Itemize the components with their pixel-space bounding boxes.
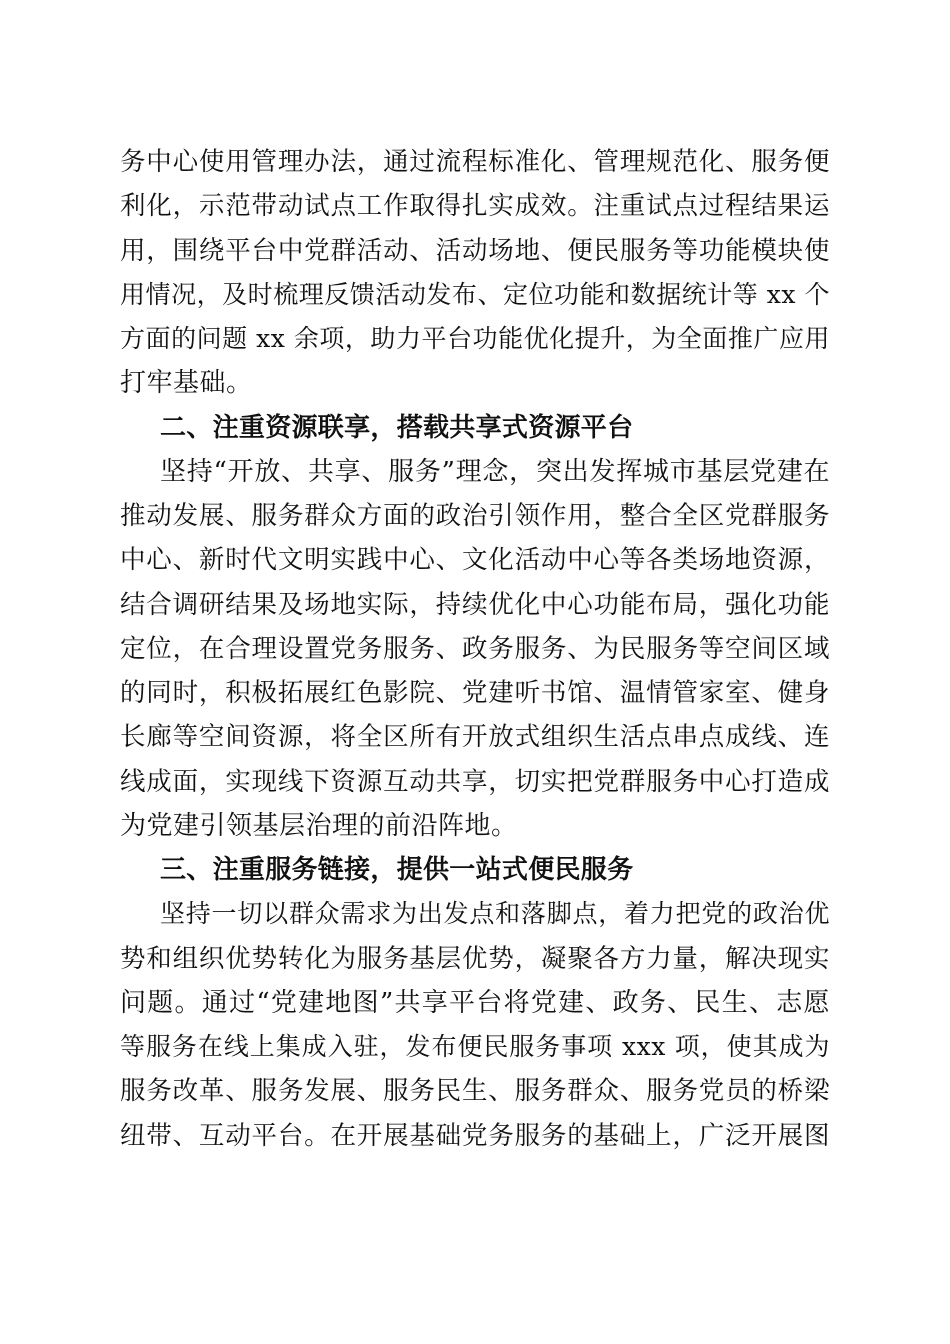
text-line: 推动发展、服务群众方面的政治引领作用，整合全区党群服务 (120, 501, 830, 531)
section-heading-3: 三、注重服务链接，提供一站式便民服务 (160, 855, 634, 885)
text-line: 用，围绕平台中党群活动、活动场地、便民服务等功能模块使 (120, 235, 830, 266)
text-line: 坚持一切以群众需求为出发点和落脚点，着力把党的政治优 (160, 899, 830, 929)
text-line: 服务改革、服务发展、服务民生、服务群众、服务党员的桥梁 (120, 1076, 830, 1107)
text-line: 纽带、互动平台。在开展基础党务服务的基础上，广泛开展图 (120, 1120, 830, 1151)
section-heading-2: 二、注重资源联享，搭载共享式资源平台 (160, 412, 634, 443)
text-line: 结合调研结果及场地实际，持续优化中心功能布局，强化功能 (120, 589, 830, 620)
text-line: 问题。通过“党建地图”共享平台将党建、政务、民生、志愿 (120, 987, 830, 1018)
text-line: 线成面，实现线下资源互动共享，切实把党群服务中心打造成 (120, 766, 830, 797)
document-body (120, 140, 830, 1158)
text-line: 的同时，积极拓展红色影院、党建听书馆、温情管家室、健身 (120, 678, 830, 708)
text-line: 定位，在合理设置党务服务、政务服务、为民服务等空间区域 (120, 633, 830, 664)
text-line: 坚持“开放、共享、服务”理念，突出发挥城市基层党建在 (160, 456, 830, 487)
text-line: 利化，示范带动试点工作取得扎实成效。注重试点过程结果运 (120, 191, 830, 222)
text-line: 务中心使用管理办法，通过流程标准化、管理规范化、服务便 (120, 147, 830, 177)
text-line: 方面的问题 xx 余项，助力平台功能优化提升，为全面推广应用 (120, 324, 830, 353)
text-line: 为党建引领基层治理的前沿阵地。 (120, 810, 518, 841)
text-line: 势和组织优势转化为服务基层优势，凝聚各方力量，解决现实 (120, 943, 830, 974)
text-line: 用情况，及时梳理反馈活动发布、定位功能和数据统计等 xx 个 (120, 279, 830, 309)
text-line: 中心、新时代文明实践中心、文化活动中心等各类场地资源， (120, 545, 830, 576)
paragraph-1 (120, 140, 830, 406)
paragraph-3 (120, 892, 830, 1158)
text-line: 长廊等空间资源，将全区所有开放式组织生活点串点成线、连 (120, 722, 830, 753)
text-line: 打牢基础。 (120, 368, 253, 399)
text-line: 等服务在线上集成入驻，发布便民服务事项 xxx 项，使其成为 (120, 1032, 830, 1061)
paragraph-2 (120, 450, 830, 848)
